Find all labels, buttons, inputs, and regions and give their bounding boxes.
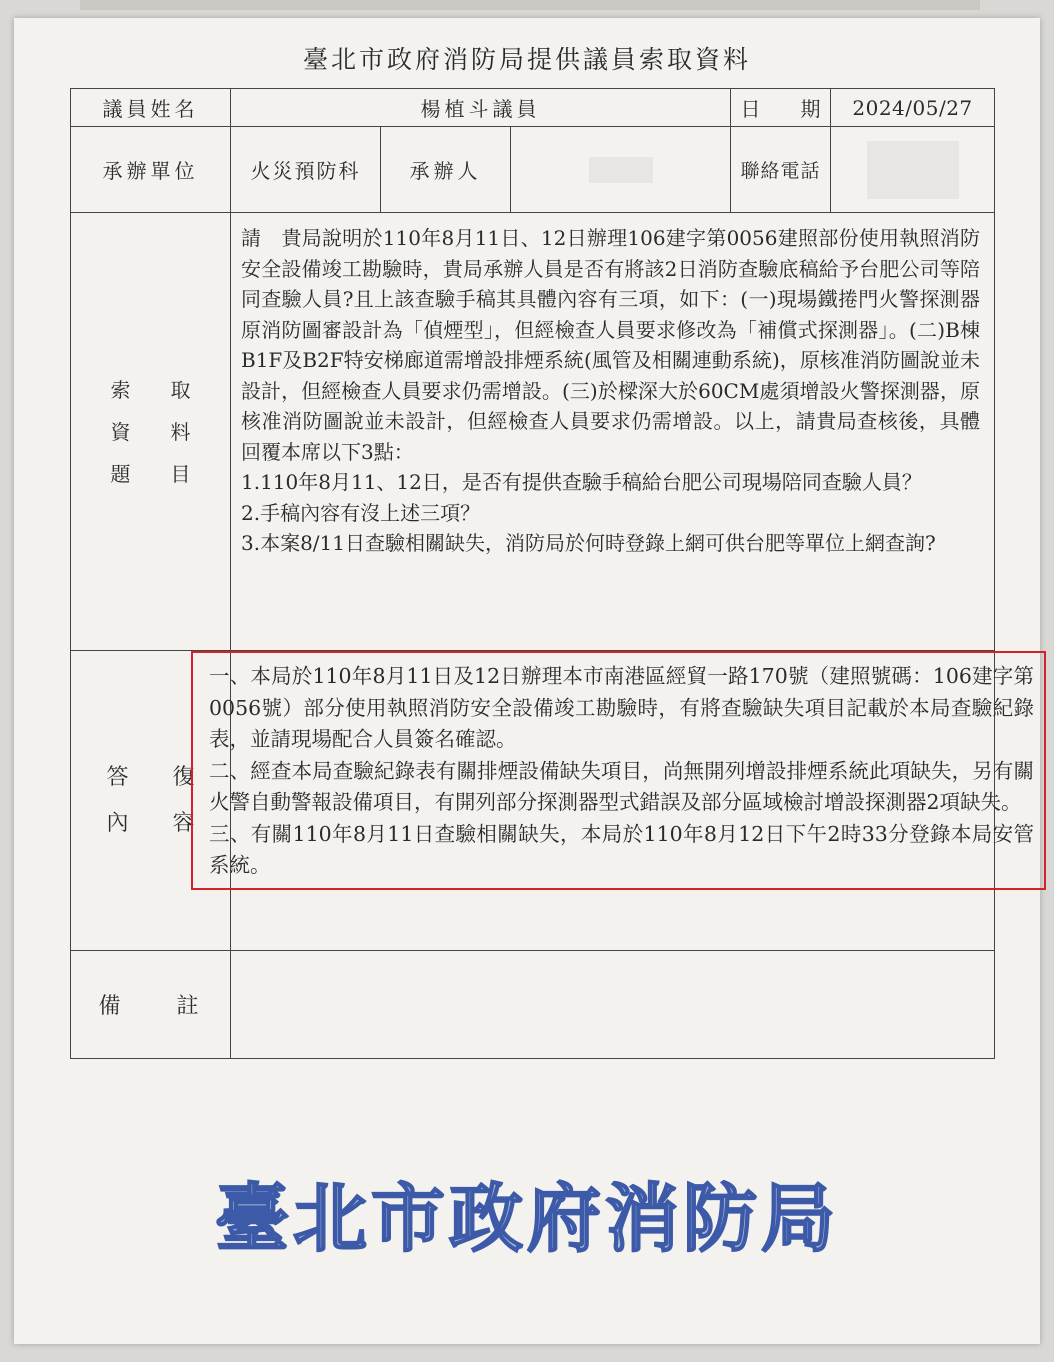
scanner-shadow xyxy=(80,0,980,10)
question-label-line1: 索 取 xyxy=(110,377,191,402)
row-remarks xyxy=(71,951,995,1059)
question-label xyxy=(71,213,231,651)
document-title: 臺北市政府消防局提供議員索取資料 xyxy=(302,45,751,74)
answer-label-line1: 答 復 xyxy=(106,764,195,790)
answer-item-1: 一、本局於110年8月11日及12日辦理本市南港區經貿一路170號（建照號碼：106建字第0056號）部分使用執照消防安全設備竣工勘驗時，有將查驗缺失項目記載於本局查驗紀錄表，並請現場配合人員簽名確認。 xyxy=(209,664,1035,751)
row-answer xyxy=(71,651,995,951)
handler-value-redacted xyxy=(511,127,731,213)
remarks-value xyxy=(231,951,995,1059)
request-form-table xyxy=(70,88,1035,1059)
row-question xyxy=(71,213,995,651)
answer-item-2: 二、經查本局查驗紀錄表有關排煙設備缺失項目，尚無開列增設排煙系統此項缺失，另有關火警自動警報設備項目，有開列部分探測器型式錯誤及部分區域檢討增設探測器2項缺失。 xyxy=(209,758,1035,814)
answer-highlight-box xyxy=(191,651,1046,890)
answer-label-line2: 內 容 xyxy=(106,810,195,836)
row-unit xyxy=(71,127,995,213)
question-label-line3: 題 目 xyxy=(110,461,191,486)
question-item-2: 2.手稿內容有沒上述三項？ xyxy=(241,500,481,525)
date-value: 2024/05/27 xyxy=(831,89,995,127)
redaction-block xyxy=(589,157,653,183)
question-label-line2: 資 料 xyxy=(110,419,191,444)
phone-value-redacted xyxy=(831,127,995,213)
councilor-value: 楊植斗議員 xyxy=(231,89,731,127)
question-item-1: 1.110年8月11、12日，是否有提供查驗手稿給台肥公司現場陪同查驗人員？ xyxy=(241,470,922,494)
question-paragraph: 請 貴局說明於110年8月11日、12日辦理106建字第0056建照部份使用執照消防安全設備竣工勘驗時，貴局承辦人員是否有將該2日消防查驗底稿給予台肥公司等陪同查驗人員?且上該查驗手稿其具體內容有三項，如下：(一)現場鐵捲門火警探測器原消防圖審設計為「偵煙型」，但經檢查人員要求修改為「補償式探測器」。(二)B棟B1F及B2F特安梯廊道需增設排煙系統(風管及相關連動系統)，原核准消防圖說並未設計，但經檢查人員要求仍需增設。(三)於樑深大於60CM處須增設火警探測器，原核准消防圖說並未設計，但經檢查人員要求仍需增設。以上，請貴局查核後，具體回覆本席以下3點： xyxy=(241,226,981,464)
phone-label: 聯絡電話 xyxy=(731,127,831,213)
agency-stamp: 臺北市政府消防局 xyxy=(215,1176,839,1262)
row-councilor xyxy=(71,89,995,127)
question-item-3: 3.本案8/11日查驗相關缺失，消防局於何時登錄上網可供台肥等單位上網查詢? xyxy=(241,531,936,555)
unit-value: 火災預防科 xyxy=(231,127,381,213)
date-label: 日 期 xyxy=(731,89,831,127)
answer-content xyxy=(209,651,1035,951)
handler-label: 承辦人 xyxy=(381,127,511,213)
remarks-label: 備 註 xyxy=(71,951,231,1059)
answer-item-3: 三、有關110年8月11日查驗相關缺失，本局於110年8月12日下午2時33分登錄本局安管系統。 xyxy=(209,821,1035,877)
redaction-block xyxy=(867,141,959,199)
unit-label: 承辦單位 xyxy=(71,127,231,213)
councilor-label: 議員姓名 xyxy=(71,89,231,127)
question-content xyxy=(231,213,995,651)
